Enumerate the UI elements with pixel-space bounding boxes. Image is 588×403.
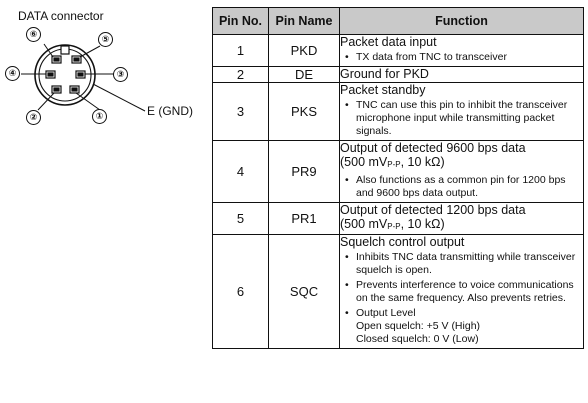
function-text (340, 203, 583, 234)
pin-name: DE (269, 67, 340, 83)
function-spec-sub: P-P (387, 222, 401, 231)
connector-drawing (0, 0, 212, 160)
function-note: • Prevents interference to voice communications on the same frequency. Also prevents retries. (340, 279, 583, 305)
function-text: Packet data input (340, 35, 437, 49)
pin-name: PR1 (269, 203, 340, 235)
pin-number: 5 (213, 203, 269, 235)
header-function: Function (340, 8, 584, 35)
table-row (213, 83, 584, 141)
pin-function (340, 235, 584, 349)
connector-key (61, 46, 69, 54)
function-note: • Also functions as a common pin for 1200 bps and 9600 bps data output. (340, 174, 583, 200)
function-text (340, 141, 583, 172)
header-pin-no: Pin No. (213, 8, 269, 35)
pin-name: SQC (269, 235, 340, 349)
pin-label-5: ⑤ (98, 32, 113, 47)
pin-number: 2 (213, 67, 269, 83)
pin-label-1: ① (92, 109, 107, 124)
function-note: • TX data from TNC to transceiver (340, 51, 583, 64)
pin-function (340, 67, 584, 83)
header-pin-name: Pin Name (269, 8, 340, 35)
output-level-title: • Output Level (356, 307, 416, 319)
pin-function (340, 35, 584, 67)
pin-number: 4 (213, 141, 269, 203)
function-line: Output of detected 1200 bps data (340, 203, 526, 217)
diagram-title: DATA connector (18, 9, 104, 23)
pin-name: PKS (269, 83, 340, 141)
pin-name: PKD (269, 35, 340, 67)
pin-label-3: ③ (113, 67, 128, 82)
function-spec-sub: P-P (387, 160, 401, 169)
pin-number: 3 (213, 83, 269, 141)
function-notes (340, 99, 583, 138)
function-spec-prefix: (500 mV (340, 155, 388, 169)
output-level-open: Open squelch: +5 V (High) (356, 320, 481, 332)
function-line: Output of detected 9600 bps data (340, 141, 526, 155)
table-row (213, 235, 584, 349)
table-row (213, 67, 584, 83)
pin-label-2: ② (26, 110, 41, 125)
function-text: Squelch control output (340, 235, 465, 249)
pin-function-table (212, 7, 584, 349)
pin-number: 1 (213, 35, 269, 67)
pin-function (340, 141, 584, 203)
pin-number: 6 (213, 235, 269, 349)
output-level-note (340, 307, 583, 346)
function-text: Packet standby (340, 83, 426, 97)
ground-label: E (GND) (147, 104, 193, 118)
function-spec-suffix: , 10 kΩ) (400, 155, 445, 169)
function-spec-suffix: , 10 kΩ) (400, 217, 445, 231)
function-spec-prefix: (500 mV (340, 217, 388, 231)
function-notes (340, 174, 583, 200)
function-note: • TNC can use this pin to inhibit the transceiver microphone input while transmitting packet signals. (340, 99, 583, 138)
pin-name: PR9 (269, 141, 340, 203)
pin-label-6: ⑥ (26, 27, 41, 42)
pin-function (340, 83, 584, 141)
function-note: • Inhibits TNC data transmitting while transceiver squelch is open. (340, 251, 583, 277)
pin-function (340, 203, 584, 235)
data-connector-diagram (0, 0, 212, 160)
function-text: Ground for PKD (340, 67, 429, 81)
function-notes (340, 251, 583, 346)
function-notes (340, 51, 583, 64)
table-header-row (213, 8, 584, 35)
table-row (213, 35, 584, 67)
table-row (213, 203, 584, 235)
table-row (213, 141, 584, 203)
output-level-closed: Closed squelch: 0 V (Low) (356, 333, 479, 345)
pin-label-4: ④ (5, 66, 20, 81)
